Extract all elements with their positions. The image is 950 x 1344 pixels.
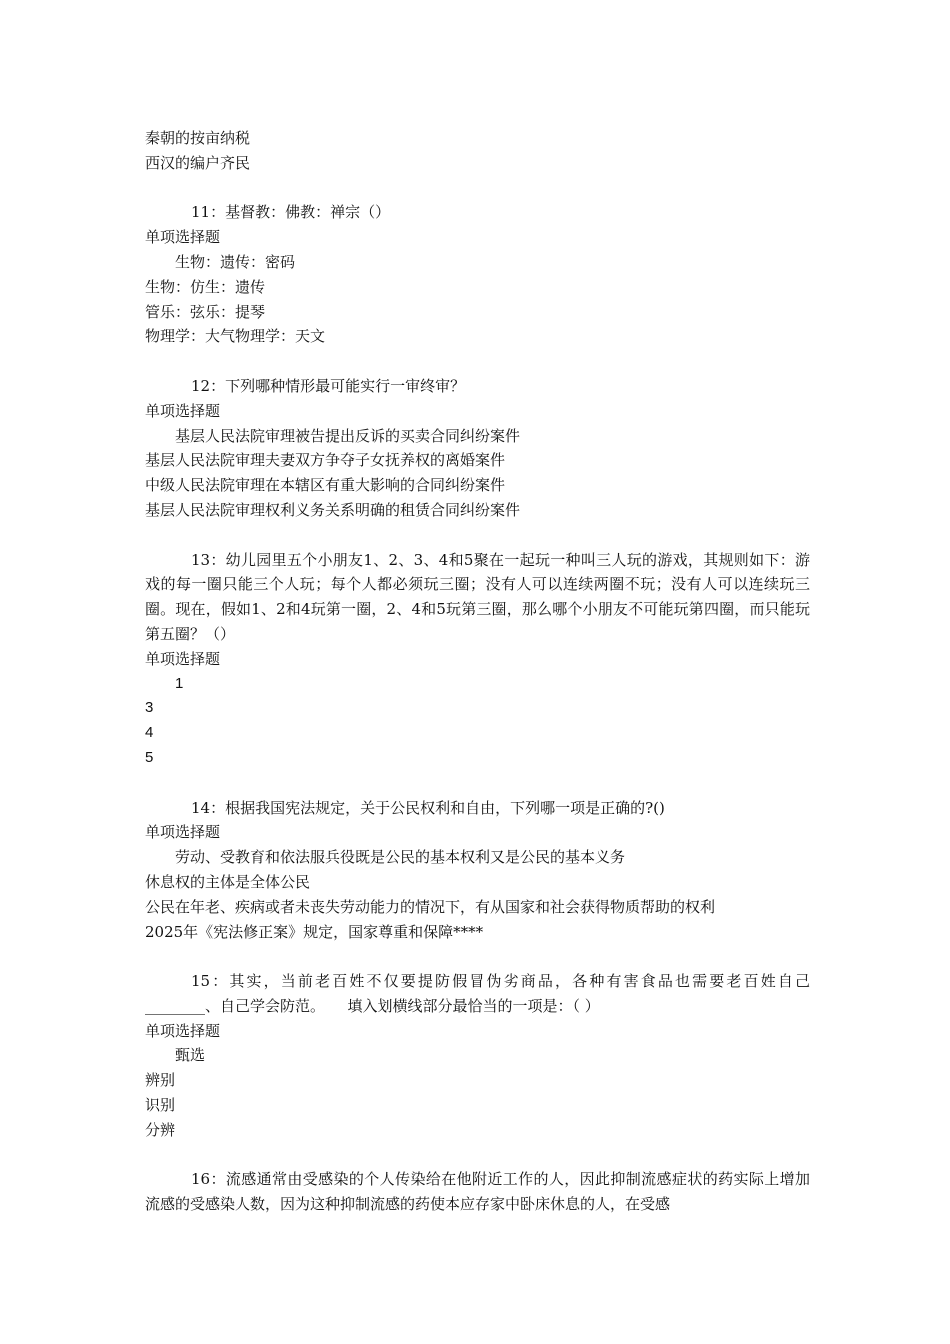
document-content bbox=[145, 126, 810, 1217]
option-text: 3 bbox=[145, 699, 154, 717]
option-text: 生物：遗传：密码 bbox=[175, 252, 296, 271]
option-text: 基层人民法院审理被告提出反诉的买卖合同纠纷案件 bbox=[175, 426, 521, 445]
question-text: 13：幼儿园里五个小朋友1、2、3、4和5聚在一起玩一种叫三人玩的游戏，其规则如下：游戏的每一圈只能三个人玩；每个人都必须玩三圈；没有人可以连续两圈不玩；没有人可以连续玩三圈。现在，假如1、2和4玩第一圈，2、4和5玩第三圈，那么哪个小朋友不可能玩第四圈，而只能玩第五圈？（） bbox=[145, 550, 810, 643]
option-text: 劳动、受教育和依法服兵役既是公民的基本权利又是公民的基本义务 bbox=[175, 848, 626, 867]
question-text: 12：下列哪种情形最可能实行一审终审？ bbox=[191, 376, 466, 395]
question-type: 单项选择题 bbox=[145, 1021, 221, 1040]
question-type: 单项选择题 bbox=[145, 228, 221, 247]
question-13 bbox=[145, 548, 810, 771]
question-11 bbox=[145, 200, 810, 349]
option-text: 中级人民法院审理在本辖区有重大影响的合同纠纷案件 bbox=[145, 476, 506, 495]
option-text: 物理学：大气物理学：天文 bbox=[145, 327, 326, 346]
question-text: 14：根据我国宪法规定，关于公民权利和自由，下列哪一项是正确的?() bbox=[191, 798, 665, 817]
option-text: 2025年《宪法修正案》规定，国家尊重和保障**** bbox=[145, 922, 484, 941]
option-text: 4 bbox=[145, 724, 154, 742]
question-type: 单项选择题 bbox=[145, 401, 221, 420]
question-text: 11：基督教：佛教：禅宗（） bbox=[191, 203, 391, 222]
question-type: 单项选择题 bbox=[145, 649, 221, 668]
option-text: 5 bbox=[145, 748, 154, 766]
option-text: 公民在年老、疾病或者未丧失劳动能力的情况下，有从国家和社会获得物质帮助的权利 bbox=[145, 897, 716, 916]
option-text: 秦朝的按亩纳税 bbox=[145, 129, 251, 147]
option-text: 休息权的主体是全体公民 bbox=[145, 872, 311, 891]
question-text: 16：流感通常由受感染的个人传染给在他附近工作的人，因此抑制流感症状的药实际上增加流感的受感染人数，因为这种抑制流感的药使本应存家中卧床休息的人，在受感 bbox=[145, 1170, 810, 1214]
option-text: 管乐：弦乐：提琴 bbox=[145, 302, 266, 321]
question-12 bbox=[145, 374, 810, 523]
option-text: 辨别 bbox=[145, 1071, 176, 1090]
option-text: 基层人民法院审理权利义务关系明确的租赁合同纠纷案件 bbox=[145, 500, 521, 519]
question-text: 15：其实，当前老百姓不仅要提防假冒伪劣商品，各种有害食品也需要老百姓自己________、自己学会防范。 填入划横线部分最恰当的一项是：（ ） bbox=[145, 972, 810, 1015]
option-text: 甄选 bbox=[175, 1046, 206, 1065]
option-text: 基层人民法院审理夫妻双方争夺子女抚养权的离婚案件 bbox=[145, 451, 506, 470]
option-text: 1 bbox=[175, 674, 184, 692]
question-16 bbox=[145, 1167, 810, 1217]
option-text: 西汉的编户齐民 bbox=[145, 153, 251, 172]
question-type: 单项选择题 bbox=[145, 823, 221, 842]
question-15 bbox=[145, 969, 810, 1143]
previous-question-options bbox=[145, 126, 810, 176]
option-text: 生物：仿生：遗传 bbox=[145, 277, 266, 296]
question-14 bbox=[145, 796, 810, 945]
option-text: 分辨 bbox=[145, 1120, 176, 1139]
option-text: 识别 bbox=[145, 1096, 176, 1115]
